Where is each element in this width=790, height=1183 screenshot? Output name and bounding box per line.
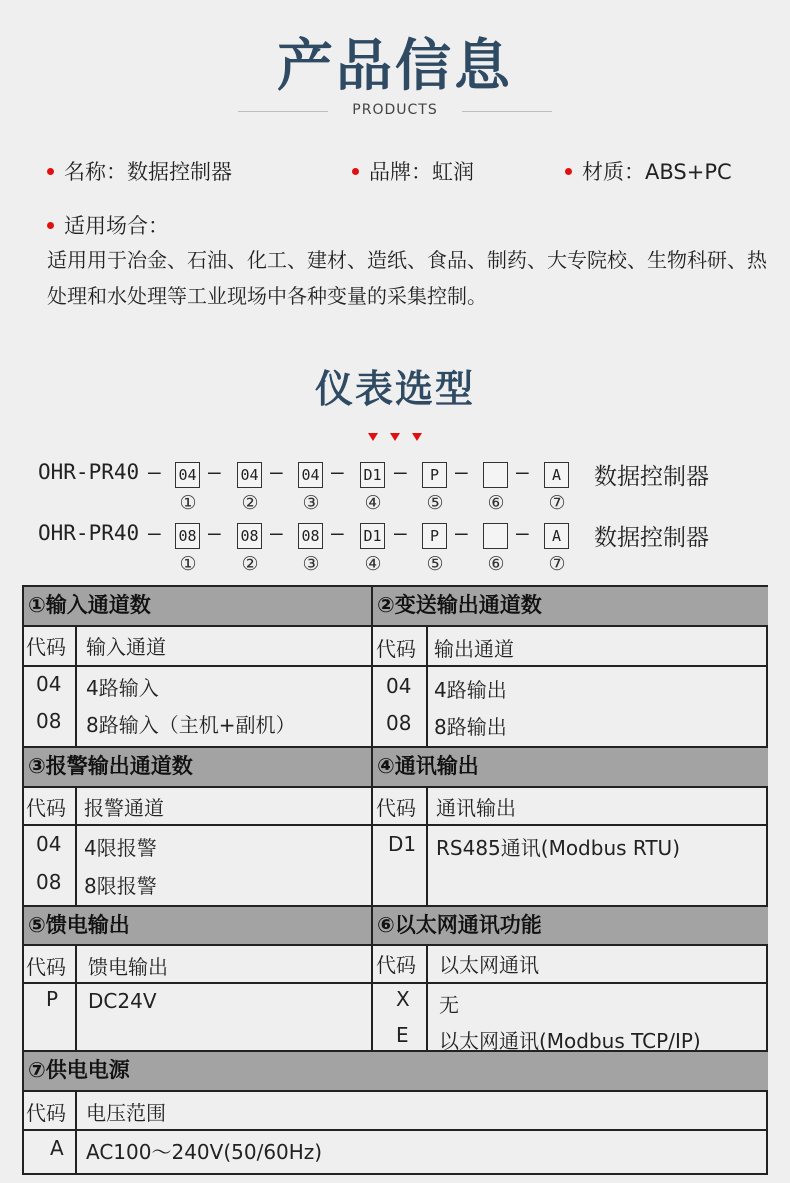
option-code: 08 xyxy=(386,711,412,735)
model-prefix: OHR-PR40 xyxy=(38,460,140,484)
table-line xyxy=(75,786,77,907)
col-header-code: 代码 xyxy=(26,955,66,979)
code-box: 08 xyxy=(175,523,200,549)
code-box: 04 xyxy=(237,462,262,488)
option-code: D1 xyxy=(388,832,417,856)
position-number: ④ xyxy=(364,492,382,514)
model-dash: — xyxy=(455,521,468,545)
model-dash: — xyxy=(148,521,161,545)
selection-title: 仪表选型 xyxy=(314,367,475,411)
model-row-2 xyxy=(38,517,758,553)
info-name xyxy=(47,156,232,186)
table-line xyxy=(24,905,768,907)
option-desc: AC100～240V(50/60Hz) xyxy=(86,1140,323,1164)
model-dash: — xyxy=(148,460,161,484)
position-number: ⑦ xyxy=(548,553,566,575)
code-box: 08 xyxy=(298,523,323,549)
option-code: P xyxy=(46,987,59,1011)
code-box: 04 xyxy=(298,462,323,488)
option-code: 04 xyxy=(386,674,412,698)
bullet-icon xyxy=(47,168,54,175)
info-usage-label xyxy=(47,210,169,240)
option-code: X xyxy=(396,987,410,1011)
option-desc: RS485通讯(Modbus RTU) xyxy=(436,836,681,860)
code-box: A xyxy=(544,462,569,488)
position-number: ① xyxy=(179,553,197,575)
info-brand xyxy=(352,156,474,186)
position-number: ④ xyxy=(364,553,382,575)
col-header-desc: 电压范围 xyxy=(86,1101,166,1125)
code-box: P xyxy=(422,462,447,488)
position-number: ⑤ xyxy=(426,553,444,575)
table-line xyxy=(24,824,768,826)
model-dash: — xyxy=(394,521,407,545)
page-title: 产品信息 xyxy=(277,34,513,99)
position-number: ② xyxy=(241,492,259,514)
option-desc: 8路输出 xyxy=(434,715,507,739)
model-dash: — xyxy=(331,521,344,545)
section-header-communication: ④通讯输出 xyxy=(373,748,768,786)
triangle-icon xyxy=(368,433,378,441)
col-header-desc: 输入通道 xyxy=(86,635,166,659)
decor-triangles xyxy=(0,426,790,445)
col-header-code: 代码 xyxy=(26,635,66,659)
code-box: 04 xyxy=(175,462,200,488)
section-header-input-channels: ①输入通道数 xyxy=(24,587,371,625)
table-line xyxy=(371,587,373,1052)
model-dash: — xyxy=(208,521,221,545)
col-header-desc: 馈电输出 xyxy=(88,955,168,979)
triangle-icon xyxy=(390,433,400,441)
option-code: 04 xyxy=(36,832,62,856)
table-line xyxy=(24,786,768,788)
option-desc: DC24V xyxy=(88,989,157,1013)
position-number: ⑥ xyxy=(487,553,505,575)
position-number: ③ xyxy=(302,553,320,575)
position-number: ⑦ xyxy=(548,492,566,514)
col-header-desc: 输出通道 xyxy=(434,637,514,661)
model-dash: — xyxy=(455,460,468,484)
option-desc: 8限报警 xyxy=(84,874,157,898)
info-usage-text: 适用用于冶金、石油、化工、建材、造纸、食品、制药、大专院校、生物科研、热处理和水处理等工业现场中各种变量的采集控制。 xyxy=(47,248,767,308)
section-header-alarm-channels: ③报警输出通道数 xyxy=(24,748,371,786)
position-number: ⑥ xyxy=(487,492,505,514)
table-line xyxy=(75,1090,77,1173)
section-header-ethernet: ⑥以太网通讯功能 xyxy=(373,907,768,945)
option-code: A xyxy=(50,1136,64,1160)
bullet-icon xyxy=(565,168,572,175)
model-name: 数据控制器 xyxy=(594,464,709,490)
table-line xyxy=(24,1090,768,1092)
bullet-icon xyxy=(47,222,54,229)
option-desc: 4限报警 xyxy=(84,836,157,860)
section-header-power: ⑦供电电源 xyxy=(24,1052,768,1090)
table-line xyxy=(75,625,77,748)
code-box xyxy=(483,523,508,549)
table-line xyxy=(24,625,768,627)
position-number: ⑤ xyxy=(426,492,444,514)
model-dash: — xyxy=(516,521,529,545)
table-line xyxy=(24,944,768,946)
code-box: D1 xyxy=(360,523,385,549)
position-numbers xyxy=(38,492,758,516)
col-header-desc: 通讯输出 xyxy=(436,796,516,820)
code-box xyxy=(483,462,508,488)
code-box: D1 xyxy=(360,462,385,488)
info-material xyxy=(565,156,732,186)
table-line xyxy=(24,1129,768,1131)
table-line xyxy=(24,665,768,667)
option-code: 08 xyxy=(36,709,62,733)
option-desc: 4路输入 xyxy=(86,676,159,700)
table-line xyxy=(24,746,768,748)
option-desc: 4路输出 xyxy=(434,678,507,702)
col-header-desc: 以太网通讯 xyxy=(439,953,539,977)
info-name-text: 名称：数据控制器 xyxy=(64,160,232,184)
code-box: 08 xyxy=(237,523,262,549)
model-dash: — xyxy=(394,460,407,484)
col-header-desc: 报警通道 xyxy=(84,796,164,820)
model-dash: — xyxy=(270,521,283,545)
model-dash: — xyxy=(208,460,221,484)
position-number: ③ xyxy=(302,492,320,514)
code-box: A xyxy=(544,523,569,549)
subtitle-row xyxy=(0,100,790,124)
col-header-code: 代码 xyxy=(26,1101,66,1125)
option-code: 08 xyxy=(36,870,62,894)
info-usage-label-text: 适用场合： xyxy=(64,214,169,238)
position-number: ① xyxy=(179,492,197,514)
col-header-code: 代码 xyxy=(376,953,416,977)
info-material-text: 材质：ABS+PC xyxy=(582,160,732,184)
spec-table xyxy=(22,585,768,1175)
triangle-icon xyxy=(412,433,422,441)
table-line xyxy=(426,625,428,748)
bullet-icon xyxy=(352,168,359,175)
model-prefix: OHR-PR40 xyxy=(38,521,140,545)
table-line xyxy=(426,786,428,907)
option-desc: 无 xyxy=(439,993,459,1017)
position-numbers xyxy=(38,553,758,577)
col-header-code: 代码 xyxy=(376,796,416,820)
col-header-code: 代码 xyxy=(376,637,416,661)
model-row-1 xyxy=(38,456,758,492)
position-number: ② xyxy=(241,553,259,575)
info-brand-text: 品牌：虹润 xyxy=(369,160,474,184)
option-code: 04 xyxy=(36,672,62,696)
section-header-output-channels: ②变送输出通道数 xyxy=(373,587,768,625)
code-box: P xyxy=(422,523,447,549)
table-line xyxy=(24,982,768,984)
model-dash: — xyxy=(331,460,344,484)
table-line xyxy=(75,944,77,1052)
option-desc: 以太网通讯(Modbus TCP/IP) xyxy=(439,1029,701,1053)
divider-right xyxy=(462,111,552,112)
model-dash: — xyxy=(270,460,283,484)
table-line xyxy=(426,944,428,1052)
option-desc: 8路输入（主机+副机） xyxy=(86,713,296,737)
col-header-code: 代码 xyxy=(26,796,66,820)
section-header-feed-output: ⑤馈电输出 xyxy=(24,907,371,945)
page-subtitle: PRODUCTS xyxy=(352,102,438,118)
option-code: E xyxy=(396,1023,409,1047)
model-name: 数据控制器 xyxy=(594,525,709,551)
model-dash: — xyxy=(516,460,529,484)
